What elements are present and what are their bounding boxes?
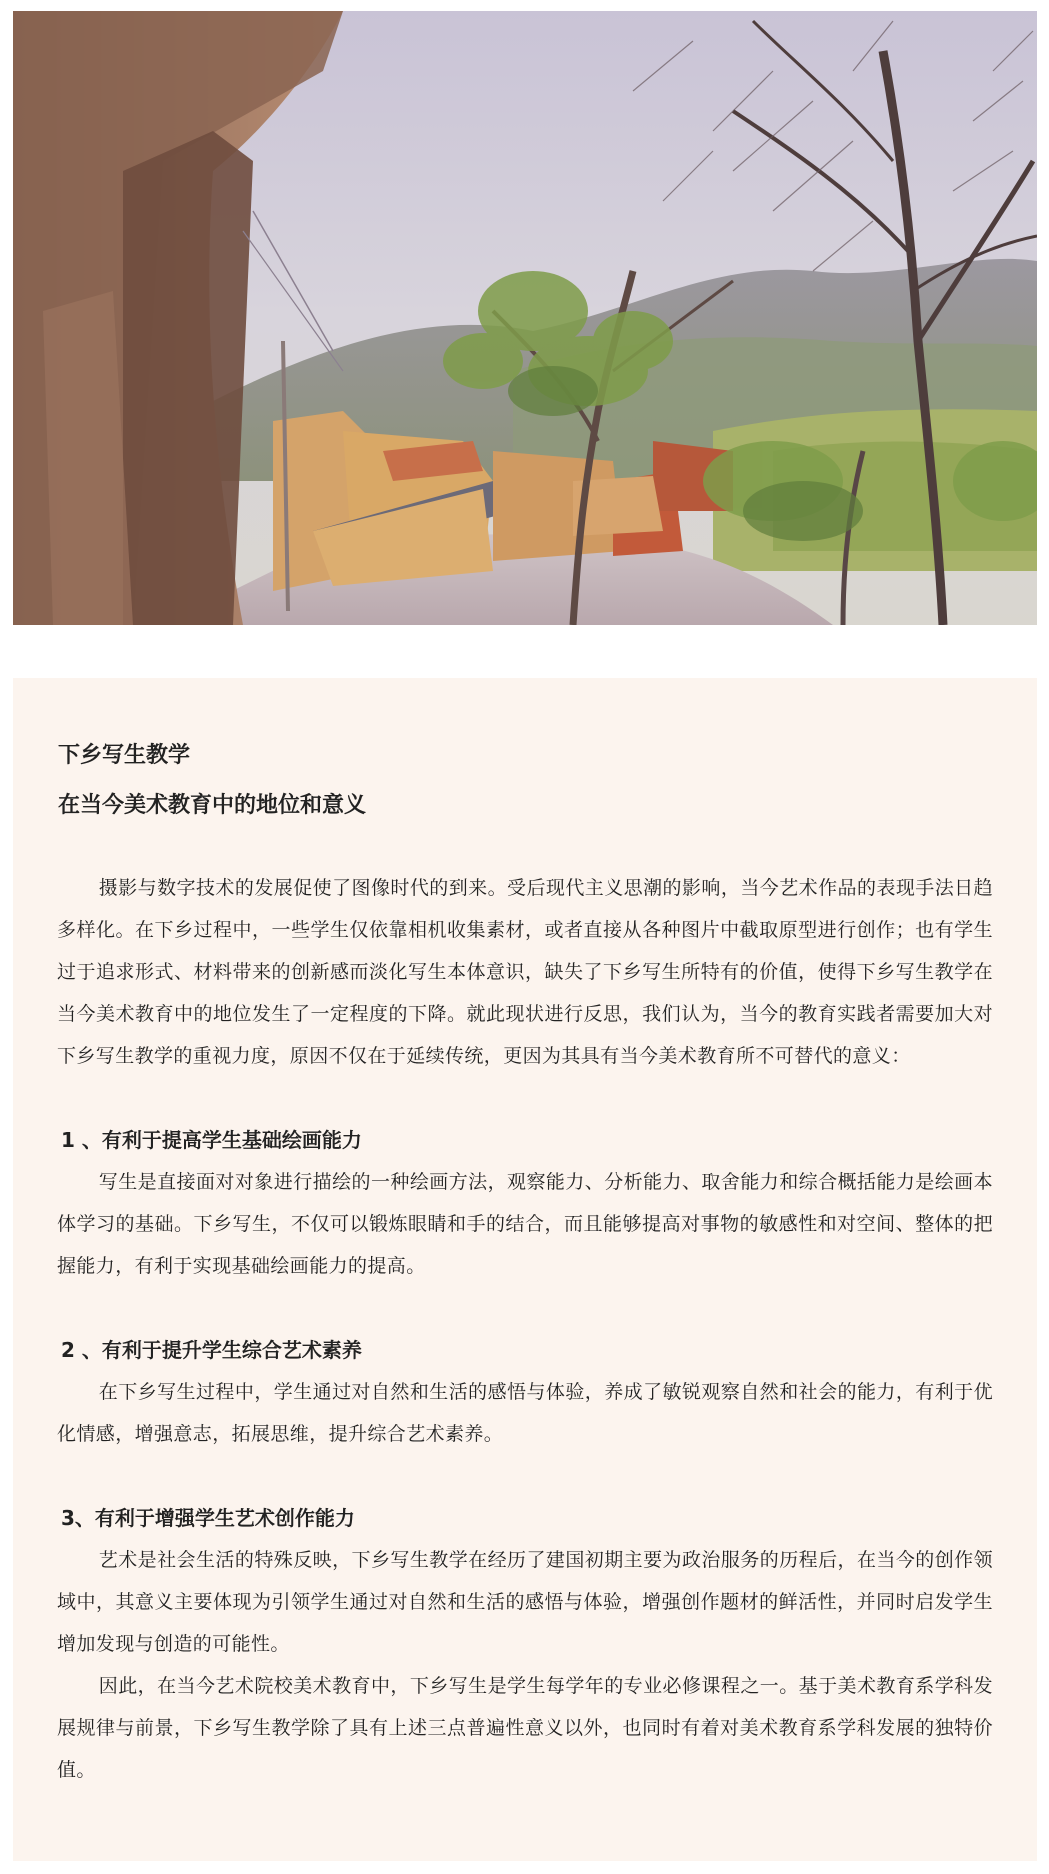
conclusion-paragraph: 因此，在当今艺术院校美术教育中，下乡写生是学生每学年的专业必修课程之一。基于美术教育系学科发展规律与前景，下乡写生教学除了具有上述三点普遍性意义以外，也同时有着对美术教育系学科发展的独特价值。: [57, 1675, 993, 1781]
section-body-2: 在下乡写生过程中，学生通过对自然和生活的感悟与体验，养成了敏锐观察自然和社会的能力，有利于优化情感，增强意志，拓展思维，提升综合艺术素养。: [57, 1381, 993, 1445]
article-card: [13, 678, 1037, 1861]
article-title-block: [57, 731, 993, 831]
landscape-painting-icon: [13, 11, 1037, 625]
article-title-line2: 在当今美术教育中的地位和意义: [58, 793, 367, 818]
intro-paragraph: 摄影与数字技术的发展促使了图像时代的到来。受后现代主义思潮的影响，当今艺术作品的表现手法日趋多样化。在下乡过程中，一些学生仅依靠相机收集素材，或者直接从各种图片中截取原型进行创作；也有学生过于追求形式、材料带来的创新感而淡化写生本体意识，缺失了下乡写生所特有的价值，使得下乡写生教学在当今美术教育中的地位发生了一定程度的下降。就此现状进行反思，我们认为，当今的教育实践者需要加大对下乡写生教学的重视力度，原因不仅在于延续传统，更因为其具有当今美术教育所不可替代的意义：: [57, 877, 993, 1067]
spacer: [57, 1077, 993, 1119]
spacer: [57, 1287, 993, 1329]
section-body-1: 写生是直接面对对象进行描绘的一种绘画方法，观察能力、分析能力、取舍能力和综合概括能力是绘画本体学习的基础。下乡写生，不仅可以锻炼眼睛和手的结合，而且能够提高对事物的敏感性和对空间、整体的把握能力，有利于实现基础绘画能力的提高。: [57, 1171, 993, 1277]
section-body-3: 艺术是社会生活的特殊反映，下乡写生教学在经历了建国初期主要为政治服务的历程后，在当今的创作领域中，其意义主要体现为引领学生通过对自然和生活的感悟与体验，增强创作题材的鲜活性，并同时启发学生增加发现与创造的可能性。: [57, 1549, 993, 1655]
landscape-painting-image: [13, 11, 1037, 625]
section-heading-2: 2 、有利于提升学生综合艺术素养: [61, 1338, 362, 1362]
section-heading-3: 3、有利于增强学生艺术创作能力: [61, 1506, 355, 1530]
article-title-line1: 下乡写生教学: [58, 743, 191, 768]
section-heading-1: 1 、有利于提高学生基础绘画能力: [61, 1128, 362, 1152]
spacer: [57, 1455, 993, 1497]
